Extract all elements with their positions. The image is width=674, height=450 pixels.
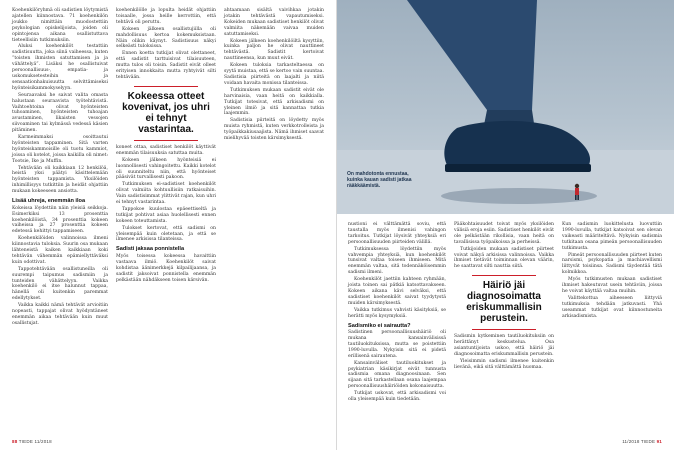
right-footer bbox=[622, 439, 662, 444]
paragraph: Yleisimmin sadismi ilmenee kuitenkin lievänä, eikä sitä välttämättä huomaa. bbox=[454, 358, 554, 370]
paragraph: Vaikka tutkimus vahvisti käsityksiä, se herätti myös kysymyksiä. bbox=[348, 307, 446, 319]
pull-quote: Kokeessa otteet kovenivat, jos uhri ei tehnyt vastarintaa. bbox=[122, 90, 210, 135]
paragraph: Sadistisia piirteitä on löydetty myös muista ryhmistä, kuten verkkotrolleista ja työpaikkakiusaajista. Nämä ihmiset saavat mielihyvää toisten kärsimyksestä. bbox=[224, 118, 324, 142]
paragraph: Tutkimuksessa löydettiin myös vahvempia yhteyksiä, kun koehenkilöt tunsivat valtaa toiseen ihmiseen. Mitä enemmän valtaa, sitä todennäköisemmin sadismi ilmeni. bbox=[348, 246, 446, 276]
paragraph: Pääkohtaisuudet toivat myös yksilöiden välisiä eroja esiin. Sadistiset henkilöt eivät ole pelkästään rikollisia, vaan heitä on tavallisissa työpaikoissa ja perheissä. bbox=[454, 222, 554, 245]
paragraph: Tutkijoiden mukaan sadistiset piirteet voivat näkyä arkisissa valinnoissa. Vaikka ihmiset tietävät toiminnan olevan väärin, he saattavat silti nauttia siitä. bbox=[454, 246, 554, 270]
paragraph: Kokeissa löydettiin näin yleisiä seikkoja. Esimerkiksi 13 prosenttia koehenkilöistä, 34 prosenttia kokeen vaiheissa ja 27 prosenttia kokeen edetessä kehittyi tappamiseen. bbox=[12, 205, 108, 235]
left-footer bbox=[12, 439, 52, 444]
left-column-3 bbox=[224, 8, 324, 143]
paragraph: Koehenkilöt jaettiin kahteen ryhmään, joista toinen sai pätkiä katsottavakseen. Kokeen aikana kävi selväksi, että sadistiset koehenkilöt saivat tyydytystä muiden kärsimyksestä. bbox=[348, 277, 446, 306]
paragraph: Kokeen jälkeen hyönteisiä ei luonnollisesti vahingoitettu. Kaikki kotelot oli suunniteltu niin, että hyönteiset pääsivät turvallisesti pakoon. bbox=[116, 157, 216, 181]
pull-quote-divider-bottom bbox=[472, 329, 536, 330]
pull-quote-divider-top bbox=[472, 275, 536, 276]
paragraph: Sadismin kytkeminen tautiluokituksiin on herättänyt keskustelua. Osa asiantuntijoista uskoo, että häiriö jäi diagnosoimatta eriskummallisin perustein. bbox=[454, 334, 554, 357]
left-column-1 bbox=[12, 8, 108, 328]
subheading: Sadismiko ei sairautta? bbox=[348, 322, 411, 329]
paragraph: Kun sadismin luokittelusta luovuttiin 1990-luvulla, tutkijat katsoivat sen olevan vaikeasti määriteltävä. Nykyisin sadismia tutkitaan osana pimeän persoonallisuuden tutkimusta. bbox=[562, 222, 662, 251]
paragraph: nustioni ei välttämättä soviu, että taustalla myös ilmenisi vahingon tarkoitus. Tutkijat löysivät yhteyksiä eri persoonallisuuden piirteiden välillä. bbox=[348, 222, 446, 245]
paragraph: Tutkijat uskovat, että arkisadismi voi olla yleisempää kuin tiedetään. bbox=[348, 391, 446, 403]
paragraph: Tappokoe kuulostaa epäeettiseltä ja tutkijat pohtivat asiaa huolellisesti ennen kokeen toteuttamista. bbox=[116, 206, 216, 224]
pull-quote: Häiriö jäi diagnosoimatta eriskummallisin perustein. bbox=[466, 280, 542, 325]
magazine-issue: 11/2018 TIEDE bbox=[622, 439, 656, 444]
paragraph: Tutkimuksen mukaan sadistit eivät ole harvinaisia, vaan heitä on kaikkialla. Tutkijat totesivat, että arkisadismi on yleinen ilmiö ja sitä kannattaa tutkia laajemmin. bbox=[224, 87, 324, 117]
paragraph: Myös toisessa kokeessa havaittiin vastaava ilmiö. Koehenkilöt saivat kohdistaa äänimerkkejä kilpailijaansa, ja sadistit jaksoivat ponnistella enemmän pelkästään nähdäkseen toisen kärsivän. bbox=[116, 253, 216, 283]
paragraph: Kansainväliset tautiluokitukset ja psykiatrian käsikirjat eivät tunnusta sadismia omana diagnoosinaan. Sen sijaan sitä tarkastellaan osana laajempaa persoonallisuushäiriöiden kokonaisuutta. bbox=[348, 360, 446, 390]
paragraph: Tehtävään oli kaikkiaan 12 henkilöä, heistä yksi päätyi käsittelemään hyönteisten tappamista. Yksilöiden inhimillisyys tutkittiin ja heidät ohjattiin mukaan kokeeseen ansiotta. bbox=[12, 165, 108, 195]
left-column-2 bbox=[116, 8, 216, 285]
paragraph: Tutkimuksen ei-sadistiset koehenkilöt olivat valmiita kohtuullisiin ratkaisuihin. Vain sadistisimmat ylittivät rajan, kun uhri ei tehnyt vastarintaa. bbox=[116, 182, 216, 206]
paragraph: Tappotehtävään osallistuneilla oli suurempi taipumus sadismiin ja tunteiden vähättelyyn. Vaikka koehenkilö ei itse halunnut tappaa, hänellä oli kuitenkin paremmat edellytykset. bbox=[12, 266, 108, 302]
paragraph: Sadistinen persoonallisuushäiriö oli mukana kansainvälisissä tautiluokituksissa, mutta se poistettiin 1990-luvulla. Nykyisin sitä ei pidetä erillisenä sairautena. bbox=[348, 330, 446, 359]
paragraph: Aluksi koehenkilöt testattiin sadistisuutta, joka siinä vaiheessa, kuten “toisten ihmisten satuttamisen ja ja vähättelyä”. Lisäksi he osallistuivat persoonallisuus-, empatia- ja uskomuksetesteihin ja sensaationhakuisuutta selvittämiseksi hyönteisikammokyselyyn. bbox=[12, 44, 108, 91]
paragraph: ahtaamaan sisältä vaivihkaa jotakin jotakin tehtävästä vapautumiseksi. Kokeiden mukaan sadistiset henkilöt olivat valmiita näkemään vaivaa muiden satuttamiseksi. bbox=[224, 8, 324, 37]
article-photo bbox=[337, 0, 674, 214]
right-column-2 bbox=[454, 222, 554, 372]
paragraph: Koehenkilöiden valinnoissa ilmeni kiinnostavia tuloksia. Suurin osa mukaan lähteneistä kaiken kaikkiaan koki tehtävän vähemmän epämiellyttäväksi kuin odottivat. bbox=[12, 236, 108, 265]
pull-quote-divider-top bbox=[134, 86, 198, 87]
paragraph: Kokeen tuloksia tarkasteltaessa on syytä muistaa, että se kertoo vain suuntaa. Sadistisia piirteitä on laajalti ja niitä voidaan havaita monissa tilanteissa. bbox=[224, 63, 324, 86]
paragraph: koneet ottaa, sadistiset henkilöt käyttivät enemmän tilaisuuksia satuttaa muita. bbox=[116, 144, 216, 156]
right-column-3 bbox=[562, 222, 662, 321]
subheading: Sadisti jaksaa ponnistella bbox=[116, 246, 185, 253]
paragraph: Koehenkilöryhmä oli sadistien löytymistä ajatellen kiinnostava. 71 koehenkilön joukko nimittäin muodostettiin psykologian opiskelijoista, joiden oli opintojensa aikana osallistuttava tieteellisiin tutkimuksiin. bbox=[12, 8, 108, 43]
paragraph: Seuraavaksi he saivat valita omasta halustaan seuraavista työtehtävistä. Vaihtoehtoina olivat hyönteisten tuhoaminen, hyönteisten tuhoajan avustaminen, likaisten vessojen siivoaminen tai kylmässä vedessä käsien pitäminen. bbox=[12, 92, 108, 134]
paragraph: Kokeen jälkeen osallistujiilla oli mahdollisuus kertoa kokemuksistaan. Näin olikin käynyt. Sadistisuus näkyi selkeästi tuloksissa. bbox=[116, 26, 216, 50]
right-column-1 bbox=[348, 222, 446, 404]
photo-caption: On mahdotonta ennustaa, kuinka kauan sadisti jatkaa rääkkäämistä. bbox=[347, 171, 412, 189]
paragraph: Pimeät persoonallisuuden piirteet kuten narsismi, psykopatia ja machiavellismi liittyvät toisiinsa. Sadismi täydentää tätä kolmikkoa. bbox=[562, 252, 662, 276]
paragraph: Vaikka kaikki nämä tehtävät arvioitiin nopeasti, tappajat olivat hyödyntäneet enemmän aikaa tehtävään kuin muut osallistujat. bbox=[12, 303, 108, 326]
page-number: 91 bbox=[656, 439, 662, 444]
paragraph: koehenkilölle ja lopulta heidät ohjattiin toisaalle, jossa heille kerrottiin, että tehtävä oli peruttu. bbox=[116, 8, 216, 25]
paragraph: Tulokset kertovat, että sadismi on yleisempää kuin oletetaan, ja että se ilmenee arkisissa tilanteissa. bbox=[116, 225, 216, 243]
paragraph: Karmeimmaksi osoittautui hyönteisten tappaminen. Sitä varten hyönteiskammoisille oli tuotu kammiot, joissa oli kotelot, joissa kaikilla oli nimet: Tootsie, Ike ja Muffin. bbox=[12, 135, 108, 164]
paragraph: Ennen koetta tutkijat olivat olettaneet, että sadistit tarttuisivat tilaisuuteen, mutta tulos oli toisin. Sadistit eivät olleet erityisen innokkaita mutta ryhtyivät silti tehtävään. bbox=[116, 51, 216, 80]
pull-quote-divider-bottom bbox=[134, 140, 198, 141]
paragraph: Valittekottua aiheeseen liittyviä tutkimuksia tehdään jatkuvasti. Yhä useammat tutkijat ovat kiinnostuneita arkisadismista. bbox=[562, 295, 662, 319]
subheading: Lisää uhreja, enemmän iloa bbox=[12, 198, 86, 205]
page-number: 88 bbox=[12, 439, 18, 444]
magazine-issue: TIEDE 11/2018 bbox=[18, 439, 52, 444]
paragraph: Kokeen jälkeen koehenkilöiltä kysyttiin, kuinka paljon he olivat nauttineet tehtävästä. Sadistit kertoivat nauttineensa, kun muut eivät. bbox=[224, 38, 324, 62]
paragraph: Myös tutkimusten mukaan sadistiset ihmiset hakeutuvat usein tehtäviin, joissa he voivat käyttää valtaa muihin. bbox=[562, 277, 662, 294]
